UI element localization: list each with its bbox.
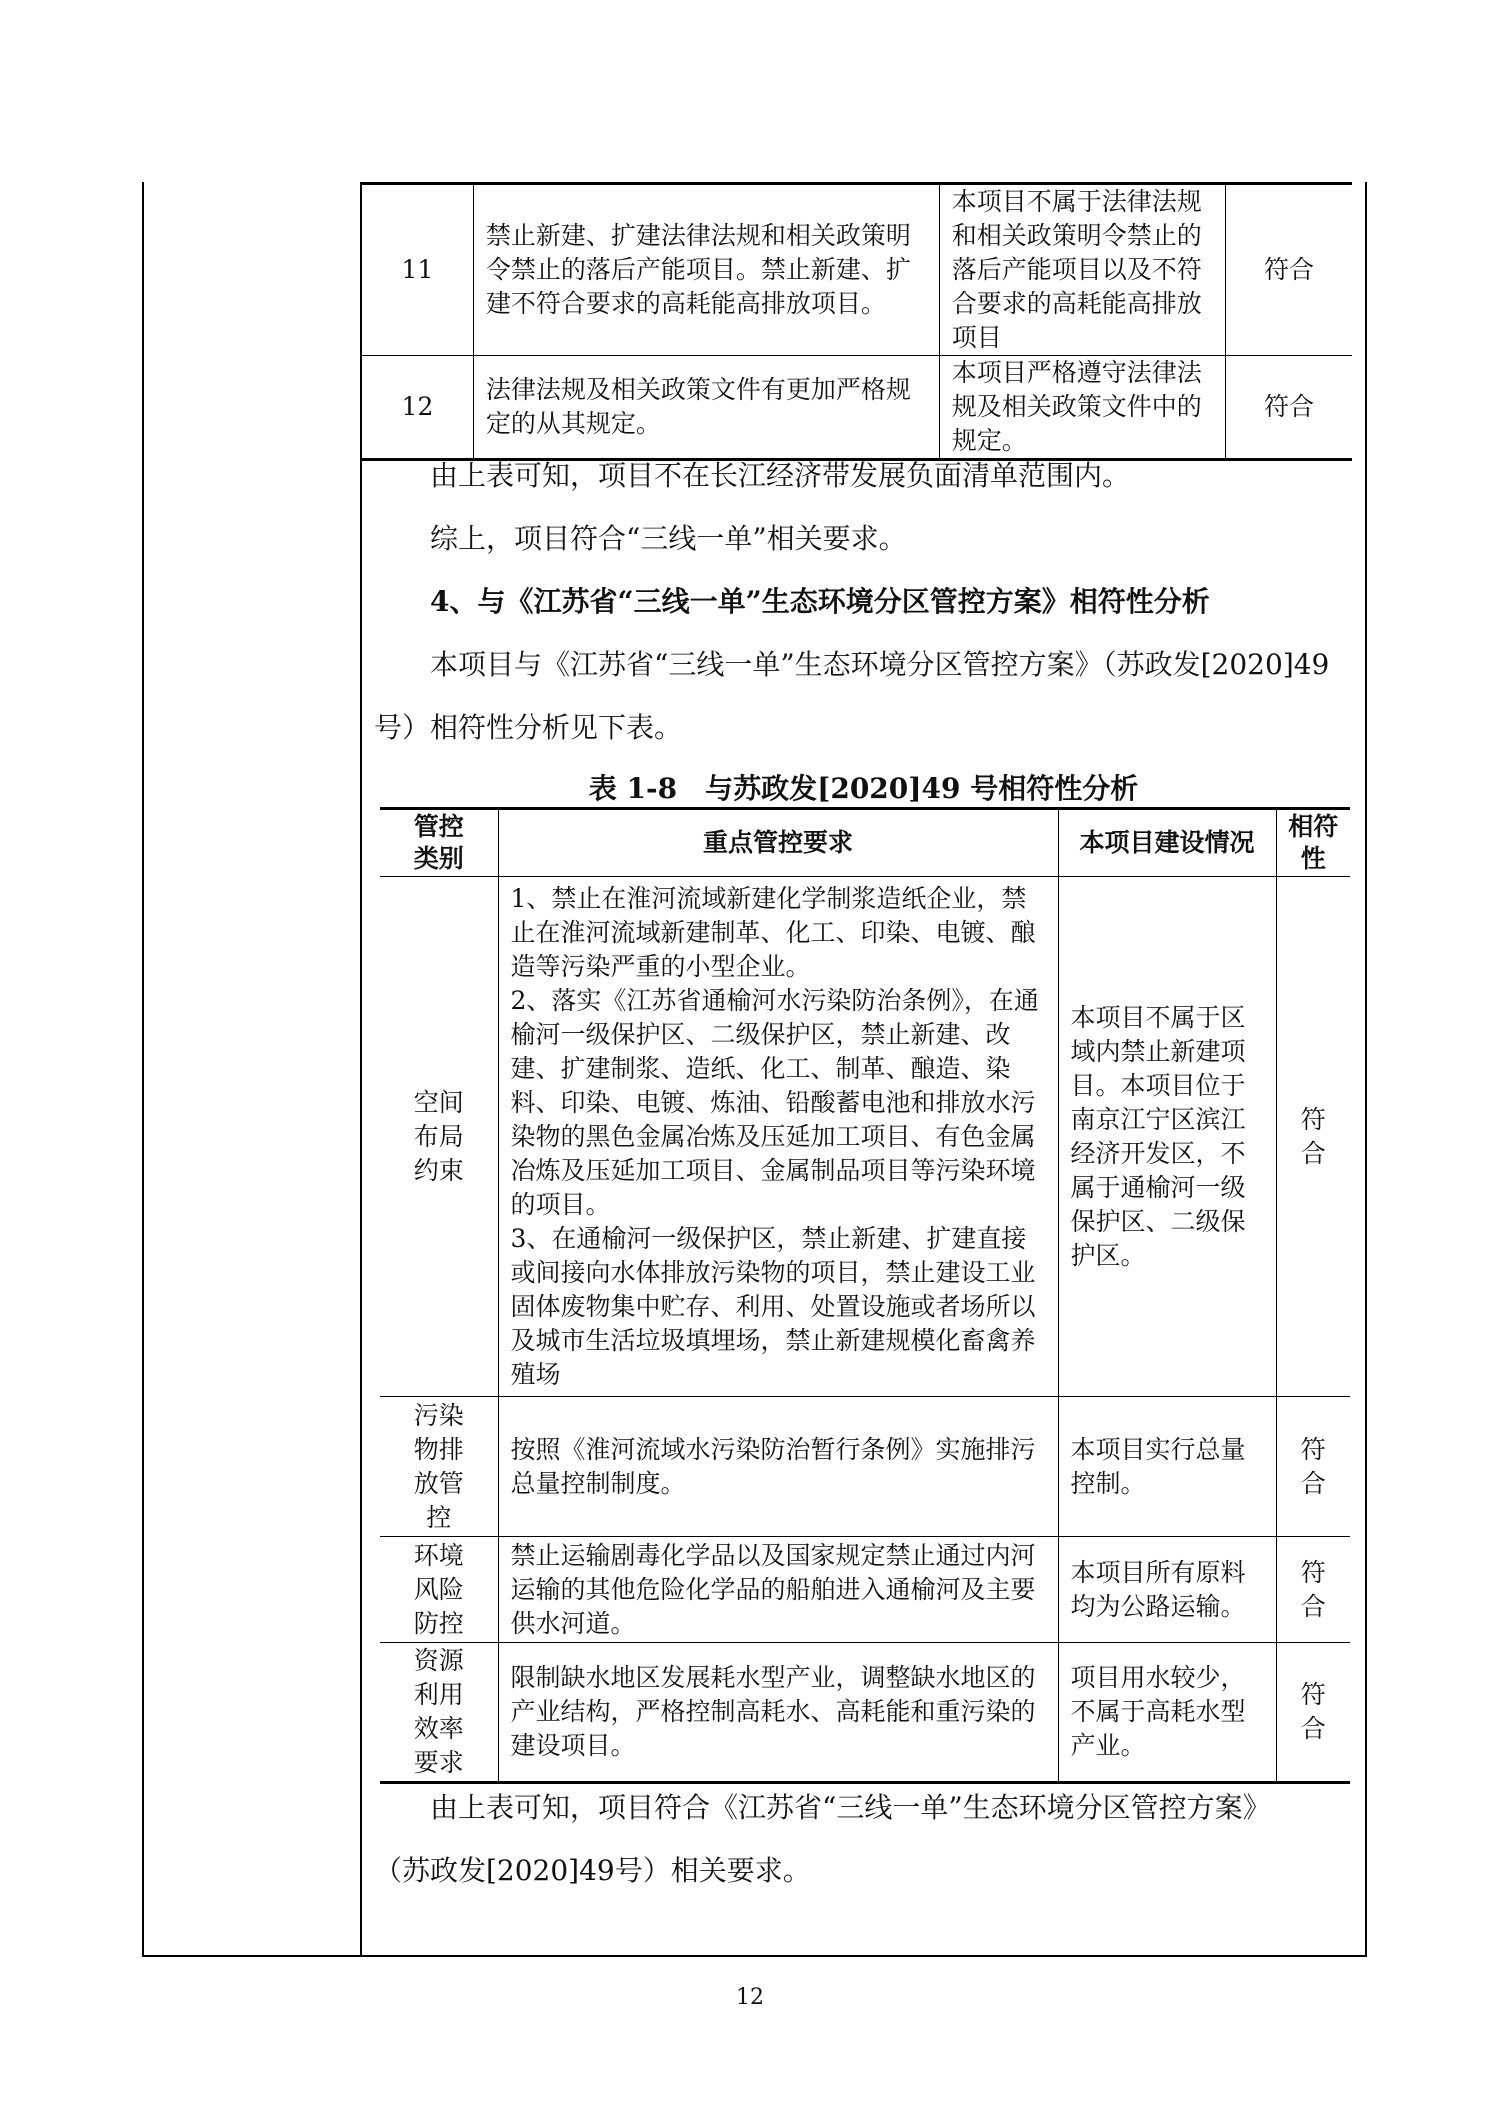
table-header-row [380,809,1350,877]
paragraph-final-line1: 由上表可知，项目符合《江苏省“三线一单”生态环境分区管控方案》 [430,1791,1271,1824]
category-cell: 资源利用效率要求 [380,1643,498,1783]
header-situation: 本项目建设情况 [1058,809,1276,877]
situation-cell: 项目用水较少，不属于高耗水型产业。 [1058,1643,1276,1783]
situation-cell: 本项目所有原料均为公路运输。 [1058,1537,1276,1643]
requirement-cell: 禁止运输剧毒化学品以及国家规定禁止通过内河运输的其他危险化学品的船舶进入通榆河及主要供水河道。 [498,1537,1058,1643]
category-cell: 空间布局约束 [380,877,498,1397]
header-category: 管控类别 [380,809,498,877]
requirement-cell [498,877,1058,1397]
paragraph-intro-line2: 号）相符性分析见下表。 [374,711,683,744]
compliance-table [380,807,1350,1784]
table-row [362,356,1352,460]
page-number: 12 [736,1985,764,2010]
section-heading: 4、与《江苏省“三线一单”生态环境分区管控方案》相符性分析 [430,585,1210,618]
paragraph-conclusion-2: 综上，项目符合“三线一单”相关要求。 [430,522,907,555]
table-caption: 表 1-8 与苏政发[2020]49 号相符性分析 [588,772,1139,805]
paragraph-intro-line1: 本项目与《江苏省“三线一单”生态环境分区管控方案》（苏政发[2020]49 [430,648,1330,681]
requirement-cell: 限制缺水地区发展耗水型产业，调整缺水地区的产业结构，严格控制高耗水、高耗能和重污染的建设项目。 [498,1643,1058,1783]
category-cell: 环境风险防控 [380,1537,498,1643]
table-row [362,184,1352,356]
header-result: 相符性 [1276,809,1350,877]
category-cell: 污染物排放管控 [380,1397,498,1537]
situation-cell: 本项目不属于区域内禁止新建项目。本项目位于南京江宁区滨江经济开发区，不属于通榆河一级保护区、二级保护区。 [1058,877,1276,1397]
paragraph-final-line2: （苏政发[2020]49号）相关要求。 [374,1854,811,1887]
header-requirement: 重点管控要求 [498,809,1058,877]
table-row [380,1643,1350,1783]
result-cell: 符合 [1225,184,1352,356]
requirement-cell: 按照《淮河流域水污染防治暂行条例》实施排污总量控制制度。 [498,1397,1058,1537]
situation-cell: 本项目实行总量控制。 [1058,1397,1276,1537]
result-cell: 符合 [1276,1643,1350,1783]
table-row [380,1537,1350,1643]
requirement-cell: 禁止新建、扩建法律法规和相关政策明令禁止的落后产能项目。禁止新建、扩建不符合要求的高耗能高排放项目。 [473,184,939,356]
result-cell: 符合 [1276,877,1350,1397]
requirement-item-1: 1、禁止在淮河流域新建化学制浆造纸企业，禁止在淮河流域新建制革、化工、印染、电镀、酿造等污染严重的小型企业。 [510,883,1036,981]
row-number: 11 [362,184,473,356]
table-row [380,1397,1350,1537]
requirement-cell: 法律法规及相关政策文件有更加严格规定的从其规定。 [473,356,939,460]
result-cell: 符合 [1225,356,1352,460]
situation-cell: 本项目不属于法律法规和相关政策明令禁止的落后产能项目以及不符合要求的高耗能高排放项目 [939,184,1225,356]
paragraph-conclusion-1: 由上表可知，项目不在长江经济带发展负面清单范围内。 [430,459,1131,492]
situation-cell: 本项目严格遵守法律法规及相关政策文件中的规定。 [939,356,1225,460]
negative-list-table-continued [362,182,1352,461]
table-row [380,877,1350,1397]
result-cell: 符合 [1276,1397,1350,1537]
requirement-item-2: 2、落实《江苏省通榆河水污染防治条例》，在通榆河一级保护区、二级保护区，禁止新建、改建、扩建制浆、造纸、化工、制革、酿造、染料、印染、电镀、炼油、铅酸蓄电池和排放水污染物的黑色金属冶炼及压延加工项目、有色金属冶炼及压延加工项目、金属制品项目等污染环境的项目。 [510,985,1039,1219]
row-number: 12 [362,356,473,460]
requirement-item-3: 3、在通榆河一级保护区，禁止新建、扩建直接或间接向水体排放污染物的项目，禁止建设工业固体废物集中贮存、利用、处置设施或者场所以及城市生活垃圾填埋场，禁止新建规模化畜禽养殖场 [510,1223,1036,1389]
result-cell: 符合 [1276,1537,1350,1643]
